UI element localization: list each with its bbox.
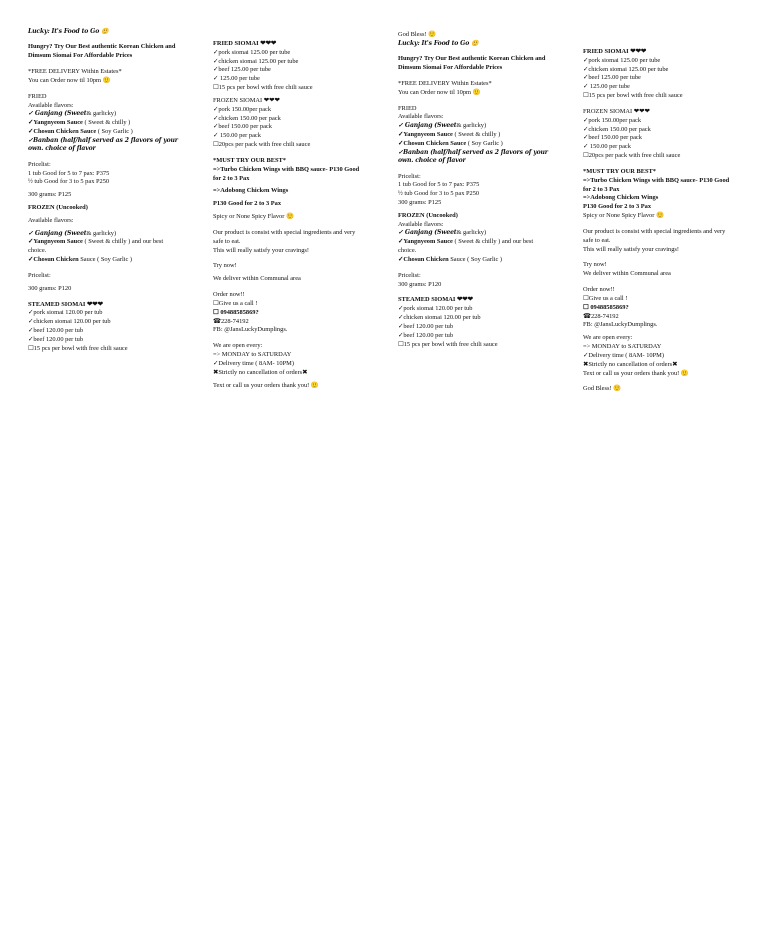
open-days: => MONDAY to SATURDAY (213, 351, 292, 359)
phone-mobile: ☐ 09488585869? (583, 303, 629, 311)
headline: Hungry? Try Our Best authentic Korean Chicken and Dimsum Siomai For Affordable Prices (28, 43, 176, 60)
page-column-3 (398, 31, 548, 349)
list-item: ✓chicken siomai 120.00 per tub (398, 314, 481, 322)
adobong-price: P130 Good for 2 to 3 Pax (583, 203, 652, 211)
page-column-1 (28, 28, 178, 354)
flavor-item: ✓Yangnyeom Sauce ( Sweet & chilly ) (28, 119, 131, 127)
list-item: ✓beef 125.00 per tube (213, 66, 271, 74)
frozen-siomai-title: FROZEN SIOMAI ❤❤❤ (583, 107, 650, 115)
flavor-item: ✓Chosun Chicken Sauce ( Soy Garlic ) (28, 256, 133, 264)
text-or-call: Text or call us your orders thank you! 🙂 (213, 381, 319, 389)
delivery-area: We deliver within Communal area (213, 275, 301, 283)
frozen-label: FROZEN (Uncooked) (398, 211, 458, 219)
fried-label: FRIED (398, 104, 417, 112)
page-column-4 (583, 48, 733, 394)
open-days-label: We are open every: (213, 342, 263, 350)
no-cancellation: ✖Strictly no cancellation of orders✖ (583, 360, 678, 368)
try-now: Try now! (583, 261, 607, 269)
list-item: ✓beef 125.00 per tube (583, 74, 641, 82)
give-call: ☐Give us a call ! (583, 294, 628, 302)
text-or-call: Text or call us your orders thank you! 🙂 (583, 369, 689, 377)
flavor-item: ✓Chosun Chicken Sauce ( Soy Garlic ) (398, 255, 503, 263)
list-item: ☐15 pcs per bowl with free chili sauce (583, 92, 683, 100)
adobong-wings: =>Adobong Chicken Wings (213, 187, 289, 195)
product-note: This will really satisfy your cravings! (213, 246, 310, 254)
list-item: ✓beef 120.00 per tub (28, 327, 84, 335)
list-item: ✓pork 150.00per pack (213, 105, 272, 113)
facebook-handle: FB: @JansLuckyDumplings. (583, 321, 658, 329)
list-item: ✓pork siomai 120.00 per tub (398, 305, 473, 313)
flavor-item: ✓ Ganjang (Sweet& garlicky) (28, 110, 117, 118)
list-item: ✓beef 150.00 per pack (213, 123, 272, 131)
flavor-item: ✓Yangnyeom Sauce ( Sweet & chilly ) and our best choice. (398, 238, 534, 255)
price-item: 300 grams: P125 (398, 198, 442, 206)
price-item: 300 grams: P120 (398, 280, 442, 288)
price-item: ½ tub Good for 3 to 5 pax P250 (28, 178, 110, 186)
tagline: Lucky: It's Food to Go 🙂 (398, 39, 479, 47)
order-hours: You can Order now til 10pm 🙂 (398, 88, 481, 96)
price-item: 300 grams: P120 (28, 284, 72, 292)
frozen-siomai-title: FROZEN SIOMAI ❤❤❤ (213, 96, 280, 104)
list-item: ✓pork siomai 125.00 per tube (583, 56, 661, 64)
list-item: ✓beef 120.00 per tub (398, 331, 454, 339)
delivery-time: ✓Delivery time ( 8AM- 10PM) (213, 359, 294, 367)
available-flavors-label: Available flavors: (398, 113, 444, 121)
fried-label: FRIED (28, 92, 47, 100)
flavor-item: ✓ Ganjang (Sweet& garlicky) (398, 122, 487, 130)
list-item: ✓pork siomai 120.00 per tub (28, 309, 103, 317)
banban-flavor: ✓Banban (half/half served as 2 flavors of your own. choice of flavor (398, 148, 548, 165)
flavor-item: ✓Yangnyeom Sauce ( Sweet & chilly ) (398, 131, 501, 139)
order-hours: You can Order now til 10pm 🙂 (28, 76, 111, 84)
flavor-item: ✓Yangnyeom Sauce ( Sweet & chilly ) and our best choice. (28, 238, 164, 255)
pricelist-label: Pricelist: (398, 271, 421, 279)
product-note: This will really satisfy your cravings! (583, 245, 680, 253)
headline: Hungry? Try Our Best authentic Korean Chicken and Dimsum Siomai For Affordable Prices (398, 55, 546, 72)
delivery-area: We deliver within Communal area (583, 270, 671, 278)
banban-flavor: ✓Banban (half/half served as 2 flavors of your own. choice of flavor (28, 136, 178, 153)
product-note: Our product is consist with special ingredients and very safe to eat. (583, 227, 726, 244)
list-item: ☐15 pcs per bowl with free chili sauce (213, 84, 313, 92)
phone-mobile: ☐ 09488585869? (213, 308, 259, 316)
fried-siomai-title: FRIED SIOMAI ❤❤❤ (213, 40, 277, 47)
list-item: ✓beef 120.00 per tub (28, 335, 84, 343)
adobong-price: P130 Good for 2 to 3 Pax (213, 200, 282, 208)
open-days: => MONDAY to SATURDAY (583, 343, 662, 351)
list-item: ✓beef 150.00 per pack (583, 134, 642, 142)
frozen-label: FROZEN (Uncooked) (28, 203, 88, 211)
available-flavors-label: Available flavors: (398, 220, 444, 228)
must-try-title: *MUST TRY OUR BEST* (583, 167, 656, 175)
price-item: 300 grams: P125 (28, 191, 72, 199)
flavor-item: ✓Chosun Chicken Sauce ( Soy Garlic ) (28, 128, 133, 136)
steamed-siomai-title: STEAMED SIOMAI ❤❤❤ (398, 296, 474, 304)
price-item: 1 tub Good for 5 to 7 pax: P375 (28, 169, 110, 177)
list-item: ☐20pcs per pack with free chili sauce (213, 141, 311, 149)
turbo-wings: =>Turbo Chicken Wings with BBQ sauce- P130 Good for 2 to 3 Pax (213, 165, 360, 182)
available-flavors-label: Available flavors: (28, 216, 74, 224)
list-item: ✓chicken 150.00 per pack (213, 114, 281, 122)
fried-siomai-title: FRIED SIOMAI ❤❤❤ (583, 48, 647, 55)
turbo-wings: =>Turbo Chicken Wings with BBQ sauce- P130 Good for 2 to 3 Pax (583, 176, 730, 193)
list-item: ✓chicken 150.00 per pack (583, 125, 651, 133)
must-try-title: *MUST TRY OUR BEST* (213, 156, 286, 164)
list-item: ✓ 125.00 per tube (583, 83, 630, 91)
facebook-handle: FB: @JansLuckyDumplings. (213, 326, 288, 334)
list-item: ✓chicken siomai 125.00 per tube (583, 65, 669, 73)
list-item: ☐15 pcs per bowl with free chili sauce (28, 344, 128, 352)
price-item: ½ tub Good for 3 to 5 pax P250 (398, 190, 480, 198)
free-delivery: *FREE DELIVERY Within Estates* (28, 68, 122, 76)
order-now: Order now!! (583, 286, 615, 294)
price-item: 1 tub Good for 5 to 7 pax: P375 (398, 181, 480, 189)
no-cancellation: ✖Strictly no cancellation of orders✖ (213, 368, 308, 376)
phone-landline: ☎228-74192 (583, 312, 619, 320)
flavor-item: ✓ Ganjang (Sweet& garlicky) (398, 229, 487, 237)
list-item: ✓pork siomai 125.00 per tube (213, 48, 291, 56)
tagline: Lucky: It's Food to Go 🙂 (28, 28, 109, 35)
pricelist-label: Pricelist: (28, 271, 51, 279)
list-item: ✓beef 120.00 per tub (398, 322, 454, 330)
open-days-label: We are open every: (583, 334, 633, 342)
spicy-option: Spicy or None Spicy Flavor 🙂 (213, 213, 294, 221)
page-column-2 (213, 40, 363, 390)
god-bless: God Bless! 🙂 (583, 385, 622, 393)
pricelist-label: Pricelist: (398, 172, 421, 180)
product-note: Our product is consist with special ingredients and very safe to eat. (213, 228, 356, 245)
steamed-siomai-title: STEAMED SIOMAI ❤❤❤ (28, 300, 104, 308)
list-item: ✓ 125.00 per tube (213, 75, 260, 83)
list-item: ✓ 150.00 per pack (583, 143, 631, 151)
adobong-wings: =>Adobong Chicken Wings (583, 194, 659, 202)
list-item: ✓pork 150.00per pack (583, 116, 642, 124)
list-item: ✓chicken siomai 125.00 per tube (213, 57, 299, 65)
order-now: Order now!! (213, 291, 245, 299)
available-flavors-label: Available flavors: (28, 101, 74, 109)
list-item: ✓ 150.00 per pack (213, 132, 261, 140)
try-now: Try now! (213, 262, 237, 270)
flavor-item: ✓ Ganjang (Sweet& garlicky) (28, 229, 117, 237)
give-call: ☐Give us a call ! (213, 299, 258, 307)
list-item: ☐20pcs per pack with free chili sauce (583, 152, 681, 160)
delivery-time: ✓Delivery time ( 8AM- 10PM) (583, 351, 664, 359)
god-bless: God Bless! 🙂 (398, 31, 437, 38)
spicy-option: Spicy or None Spicy Flavor 🙂 (583, 212, 664, 220)
pricelist-label: Pricelist: (28, 160, 51, 168)
list-item: ✓chicken siomai 120.00 per tub (28, 318, 111, 326)
list-item: ☐15 pcs per bowl with free chili sauce (398, 340, 498, 348)
phone-landline: ☎228-74192 (213, 317, 249, 325)
free-delivery: *FREE DELIVERY Within Estates* (398, 79, 492, 87)
flavor-item: ✓Chosun Chicken Sauce ( Soy Garlic ) (398, 139, 503, 147)
